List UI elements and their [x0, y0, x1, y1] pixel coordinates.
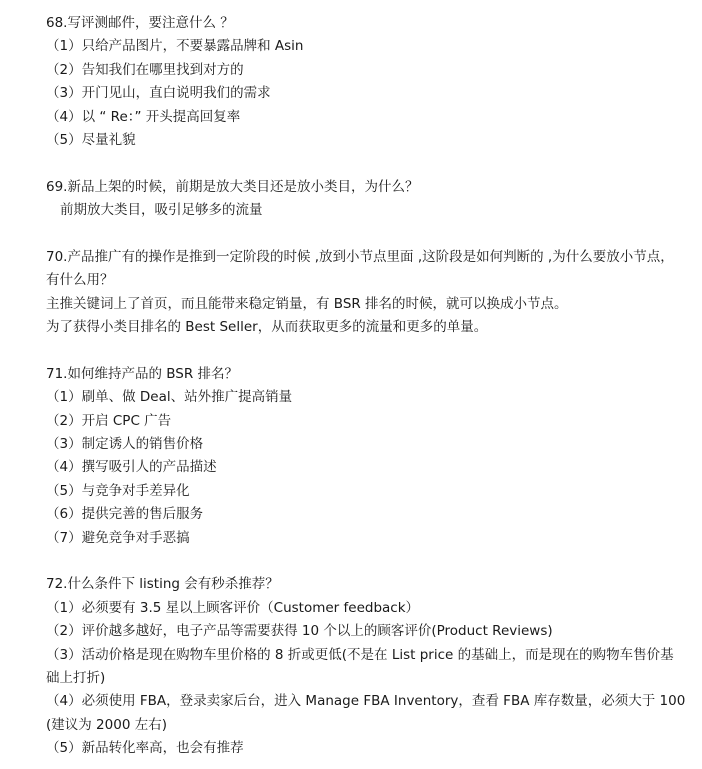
q71-item-5: （5）与竞争对手差异化	[46, 482, 190, 499]
q71-item-2: （2）开启 CPC 广告	[46, 412, 172, 429]
q72-item-2: （2）评价越多越好，电子产品等需要获得 10 个以上的顾客评价(Product Reviews)	[46, 623, 553, 640]
q68-item-4: （4）以 “ Re：” 开头提高回复率	[46, 108, 241, 125]
spacer	[46, 340, 686, 363]
document-body	[46, 12, 686, 761]
spacer	[46, 152, 686, 175]
q72-item-5: （5）新品转化率高，也会有推荐	[46, 740, 244, 757]
q69-answer: 前期放大类目，吸引足够多的流量	[60, 202, 263, 219]
q72-item-1: （1）必须要有 3.5 星以上顾客评价（Customer feedback）	[46, 599, 420, 616]
q70-answer-2: 为了获得小类目排名的 Best Seller，从而获取更多的流量和更多的单量。	[46, 319, 488, 336]
q72-item-4: （4）必须使用 FBA，登录卖家后台，进入 Manage FBA Inventory，查看 FBA 库存数量，必须大于 100 (建议为 2000 左右)	[46, 693, 686, 733]
q68-item-5: （5）尽量礼貌	[46, 131, 136, 148]
q71-item-6: （6）提供完善的售后服务	[46, 506, 204, 523]
q71-item-4: （4）撰写吸引人的产品描述	[46, 459, 217, 476]
q71-item-7: （7）避免竞争对手恶搞	[46, 529, 190, 546]
question-69-title: 69.新品上架的时候，前期是放大类目还是放小类目，为什么？	[46, 178, 419, 195]
q68-item-3: （3）开门见山，直白说明我们的需求	[46, 85, 271, 102]
q71-item-1: （1）刷单、做 Deal、站外推广提高销量	[46, 389, 293, 406]
question-70-title: 70.产品推广有的操作是推到一定阶段的时候 ,放到小节点里面 ,这阶段是如何判断的 ,为什么要放小节点，有什么用？	[46, 248, 674, 289]
q70-answer-1: 主推关键词上了首页，而且能带来稳定销量，有 BSR 排名的时候，就可以换成小节点。	[46, 295, 568, 312]
q72-item-3: （3）活动价格是现在购物车里价格的 8 折或更低(不是在 List price 的基础上，而是现在的购物车售价基础上打折)	[46, 646, 674, 686]
q68-item-1: （1）只给产品图片，不要暴露品牌和 Asin	[46, 38, 304, 55]
question-71-title: 71.如何维持产品的 BSR 排名？	[46, 365, 239, 382]
spacer	[46, 550, 686, 573]
q71-item-3: （3）制定诱人的销售价格	[46, 436, 204, 453]
question-72-title: 72.什么条件下 listing 会有秒杀推荐？	[46, 576, 279, 593]
q68-item-2: （2）告知我们在哪里找到对方的	[46, 61, 244, 78]
question-68-title: 68.写评测邮件，要注意什么 ？	[46, 15, 234, 31]
spacer	[46, 223, 686, 246]
